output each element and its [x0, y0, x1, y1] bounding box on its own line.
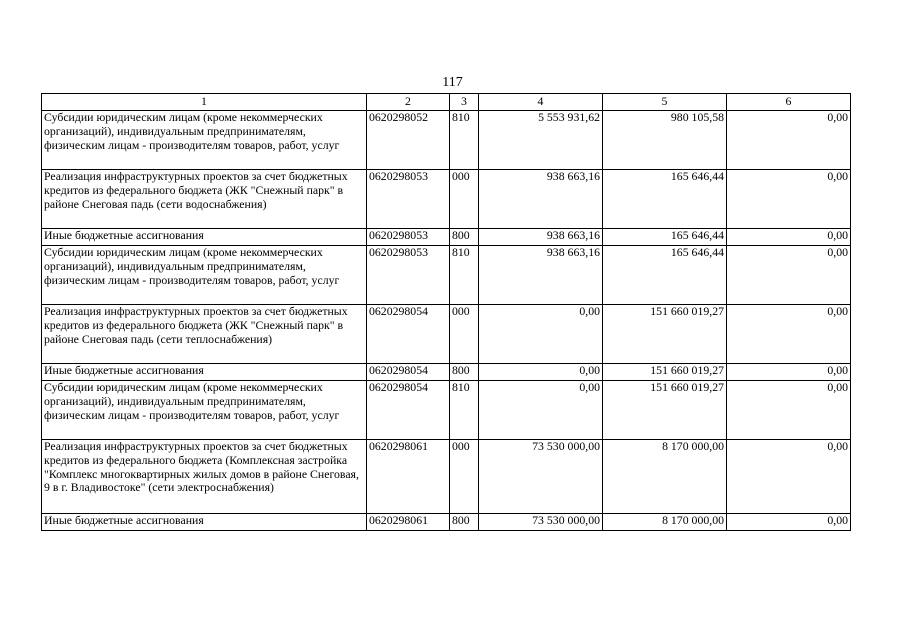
target-code: 0620298054 — [367, 305, 450, 364]
amount-col4: 73 530 000,00 — [479, 440, 603, 514]
expense-name: Субсидии юридическим лицам (кроме некоммерческих организаций), индивидуальным предпринимателям, физическим лицам - производителям товаров, работ, услуг — [42, 246, 367, 305]
amount-col5: 165 646,44 — [603, 229, 727, 246]
column-header-3: 3 — [450, 94, 479, 111]
target-code: 0620298054 — [367, 381, 450, 440]
target-code: 0620298053 — [367, 246, 450, 305]
amount-col5: 165 646,44 — [603, 170, 727, 229]
expense-name: Иные бюджетные ассигнования — [42, 514, 367, 531]
amount-col6: 0,00 — [727, 514, 851, 531]
expense-name: Субсидии юридическим лицам (кроме некоммерческих организаций), индивидуальным предпринимателям, физическим лицам - производителям товаров, работ, услуг — [42, 381, 367, 440]
amount-col4: 5 553 931,62 — [479, 111, 603, 170]
column-header-4: 4 — [479, 94, 603, 111]
amount-col6: 0,00 — [727, 381, 851, 440]
expense-name: Реализация инфраструктурных проектов за счет бюджетных кредитов из федерального бюджета (ЖК "Снежный парк" в районе Снеговая падь (сети водоснабжения) — [42, 170, 367, 229]
expense-type-code: 810 — [450, 381, 479, 440]
expense-type-code: 000 — [450, 170, 479, 229]
expense-type-code: 000 — [450, 305, 479, 364]
target-code: 0620298054 — [367, 364, 450, 381]
table-row — [42, 170, 851, 229]
amount-col4: 0,00 — [479, 364, 603, 381]
table-row — [42, 514, 851, 531]
table-row — [42, 440, 851, 514]
table-row — [42, 381, 851, 440]
expense-name: Субсидии юридическим лицам (кроме некоммерческих организаций), индивидуальным предпринимателям, физическим лицам - производителям товаров, работ, услуг — [42, 111, 367, 170]
amount-col4: 0,00 — [479, 305, 603, 364]
amount-col5: 151 660 019,27 — [603, 364, 727, 381]
table-row — [42, 246, 851, 305]
table-row — [42, 305, 851, 364]
expense-name: Иные бюджетные ассигнования — [42, 229, 367, 246]
table-row — [42, 364, 851, 381]
page-number: 117 — [442, 75, 463, 90]
expense-name: Реализация инфраструктурных проектов за счет бюджетных кредитов из федерального бюджета (ЖК "Снежный парк" в районе Снеговая падь (сети теплоснабжения) — [42, 305, 367, 364]
expense-type-code: 810 — [450, 246, 479, 305]
expense-type-code: 810 — [450, 111, 479, 170]
amount-col6: 0,00 — [727, 364, 851, 381]
amount-col5: 980 105,58 — [603, 111, 727, 170]
target-code: 0620298061 — [367, 514, 450, 531]
expense-type-code: 000 — [450, 440, 479, 514]
amount-col4: 938 663,16 — [479, 246, 603, 305]
column-header-5: 5 — [603, 94, 727, 111]
amount-col4: 938 663,16 — [479, 170, 603, 229]
expense-type-code: 800 — [450, 364, 479, 381]
table-row — [42, 111, 851, 170]
amount-col5: 8 170 000,00 — [603, 514, 727, 531]
expense-name: Реализация инфраструктурных проектов за счет бюджетных кредитов из федерального бюджета (Комплексная застройка "Комплекс многоквартирных жилых домов в районе Снеговая, 9 в г. Владивостоке" (сети электроснабжения) — [42, 440, 367, 514]
target-code: 0620298053 — [367, 229, 450, 246]
target-code: 0620298053 — [367, 170, 450, 229]
target-code: 0620298061 — [367, 440, 450, 514]
column-header-6: 6 — [727, 94, 851, 111]
amount-col5: 165 646,44 — [603, 246, 727, 305]
amount-col4: 938 663,16 — [479, 229, 603, 246]
table-row — [42, 229, 851, 246]
amount-col5: 151 660 019,27 — [603, 305, 727, 364]
amount-col6: 0,00 — [727, 170, 851, 229]
amount-col5: 151 660 019,27 — [603, 381, 727, 440]
target-code: 0620298052 — [367, 111, 450, 170]
amount-col6: 0,00 — [727, 440, 851, 514]
amount-col4: 0,00 — [479, 381, 603, 440]
expense-type-code: 800 — [450, 229, 479, 246]
amount-col4: 73 530 000,00 — [479, 514, 603, 531]
column-header-1: 1 — [42, 94, 367, 111]
expense-name: Иные бюджетные ассигнования — [42, 364, 367, 381]
expense-type-code: 800 — [450, 514, 479, 531]
column-header-2: 2 — [367, 94, 450, 111]
amount-col6: 0,00 — [727, 246, 851, 305]
amount-col5: 8 170 000,00 — [603, 440, 727, 514]
amount-col6: 0,00 — [727, 305, 851, 364]
table-header-row — [42, 94, 851, 111]
budget-table — [41, 93, 851, 531]
amount-col6: 0,00 — [727, 111, 851, 170]
amount-col6: 0,00 — [727, 229, 851, 246]
